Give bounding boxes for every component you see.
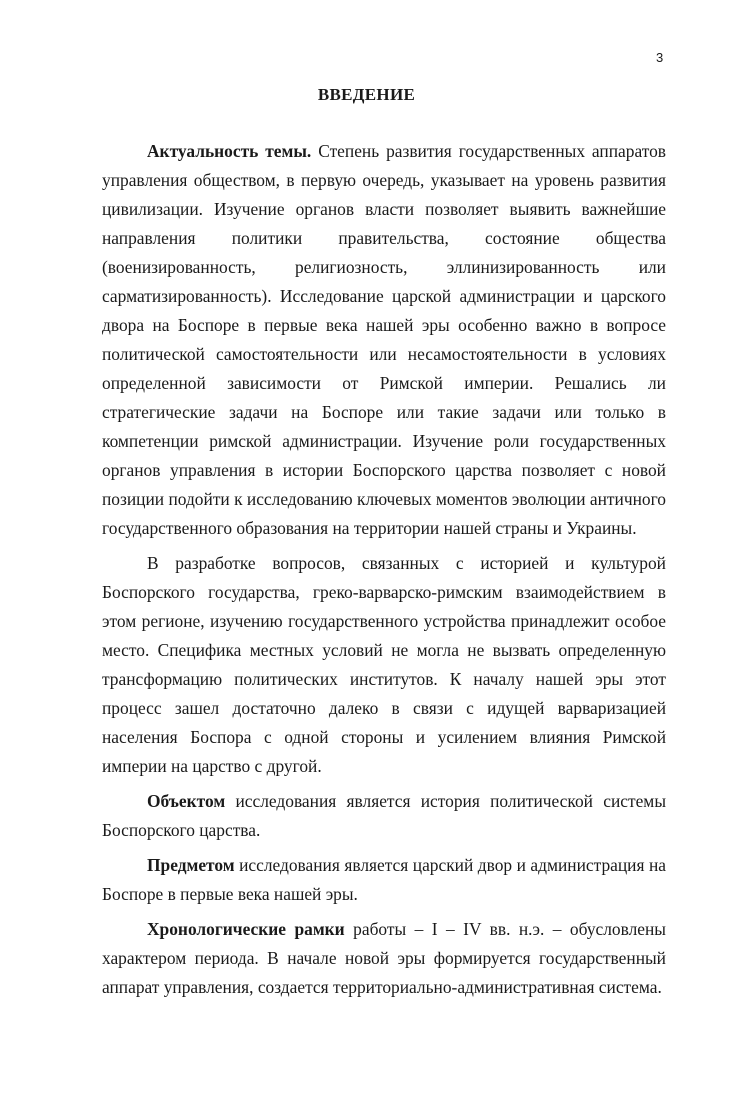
- paragraph-lead: Хронологические рамки: [147, 919, 345, 939]
- page-title: ВВЕДЕНИЕ: [317, 85, 416, 104]
- paragraph-object: [102, 787, 666, 845]
- paragraph-context: [102, 549, 666, 781]
- paragraph-lead: Предметом: [147, 855, 235, 875]
- document-body: [102, 137, 666, 1002]
- paragraph-subject: [102, 851, 666, 909]
- paragraph-chronology: [102, 915, 666, 1002]
- paragraph-text: работы – I – IV вв. н.э. – обусловлены характером периода. В начале новой эры формируется государственный аппарат управления, создается территориально-административная система.: [102, 919, 666, 997]
- paragraph-relevance: [102, 137, 666, 543]
- paragraph-text: Степень развития государственных аппаратов управления обществом, в первую очередь, указывает на уровень развития цивилизации. Изучение органов власти позволяет выявить важнейшие направления политики правительства, состояние общества (военизированность, религиозность, эллинизированность или сарматизированность). Исследование царской администрации и царского двора на Боспоре в первые века нашей эры особенно важно в вопросе политической самостоятельности или несамостоятельности в условиях определенной зависимости от Римской империи. Решались ли стратегические задачи на Боспоре или такие задачи или только в компетенции римской администрации. Изучение роли государственных органов управления в истории Боспорского царства позволяет с новой позиции подойти к исследованию ключевых моментов эволюции античного государственного образования на территории нашей страны и Украины.: [102, 141, 666, 538]
- page-number: 3: [656, 50, 664, 65]
- paragraph-lead: Объектом: [147, 791, 226, 811]
- paragraph-text: исследования является история политической системы Боспорского царства.: [102, 791, 666, 840]
- paragraph-text: В разработке вопросов, связанных с историей и культурой Боспорского государства, греко-варварско-римским взаимодействием в этом регионе, изучению государственного устройства принадлежит особое место. Специфика местных условий не могла не вызвать определенную трансформацию политических институтов. К началу нашей эры этот процесс зашел достаточно далеко в связи с идущей варваризацией населения Боспора с одной стороны и усилением влияния Римской империи на царство с другой.: [102, 553, 666, 776]
- paragraph-lead: Актуальность темы.: [147, 141, 312, 161]
- paragraph-text: исследования является царский двор и администрация на Боспоре в первые века нашей эры.: [102, 855, 666, 904]
